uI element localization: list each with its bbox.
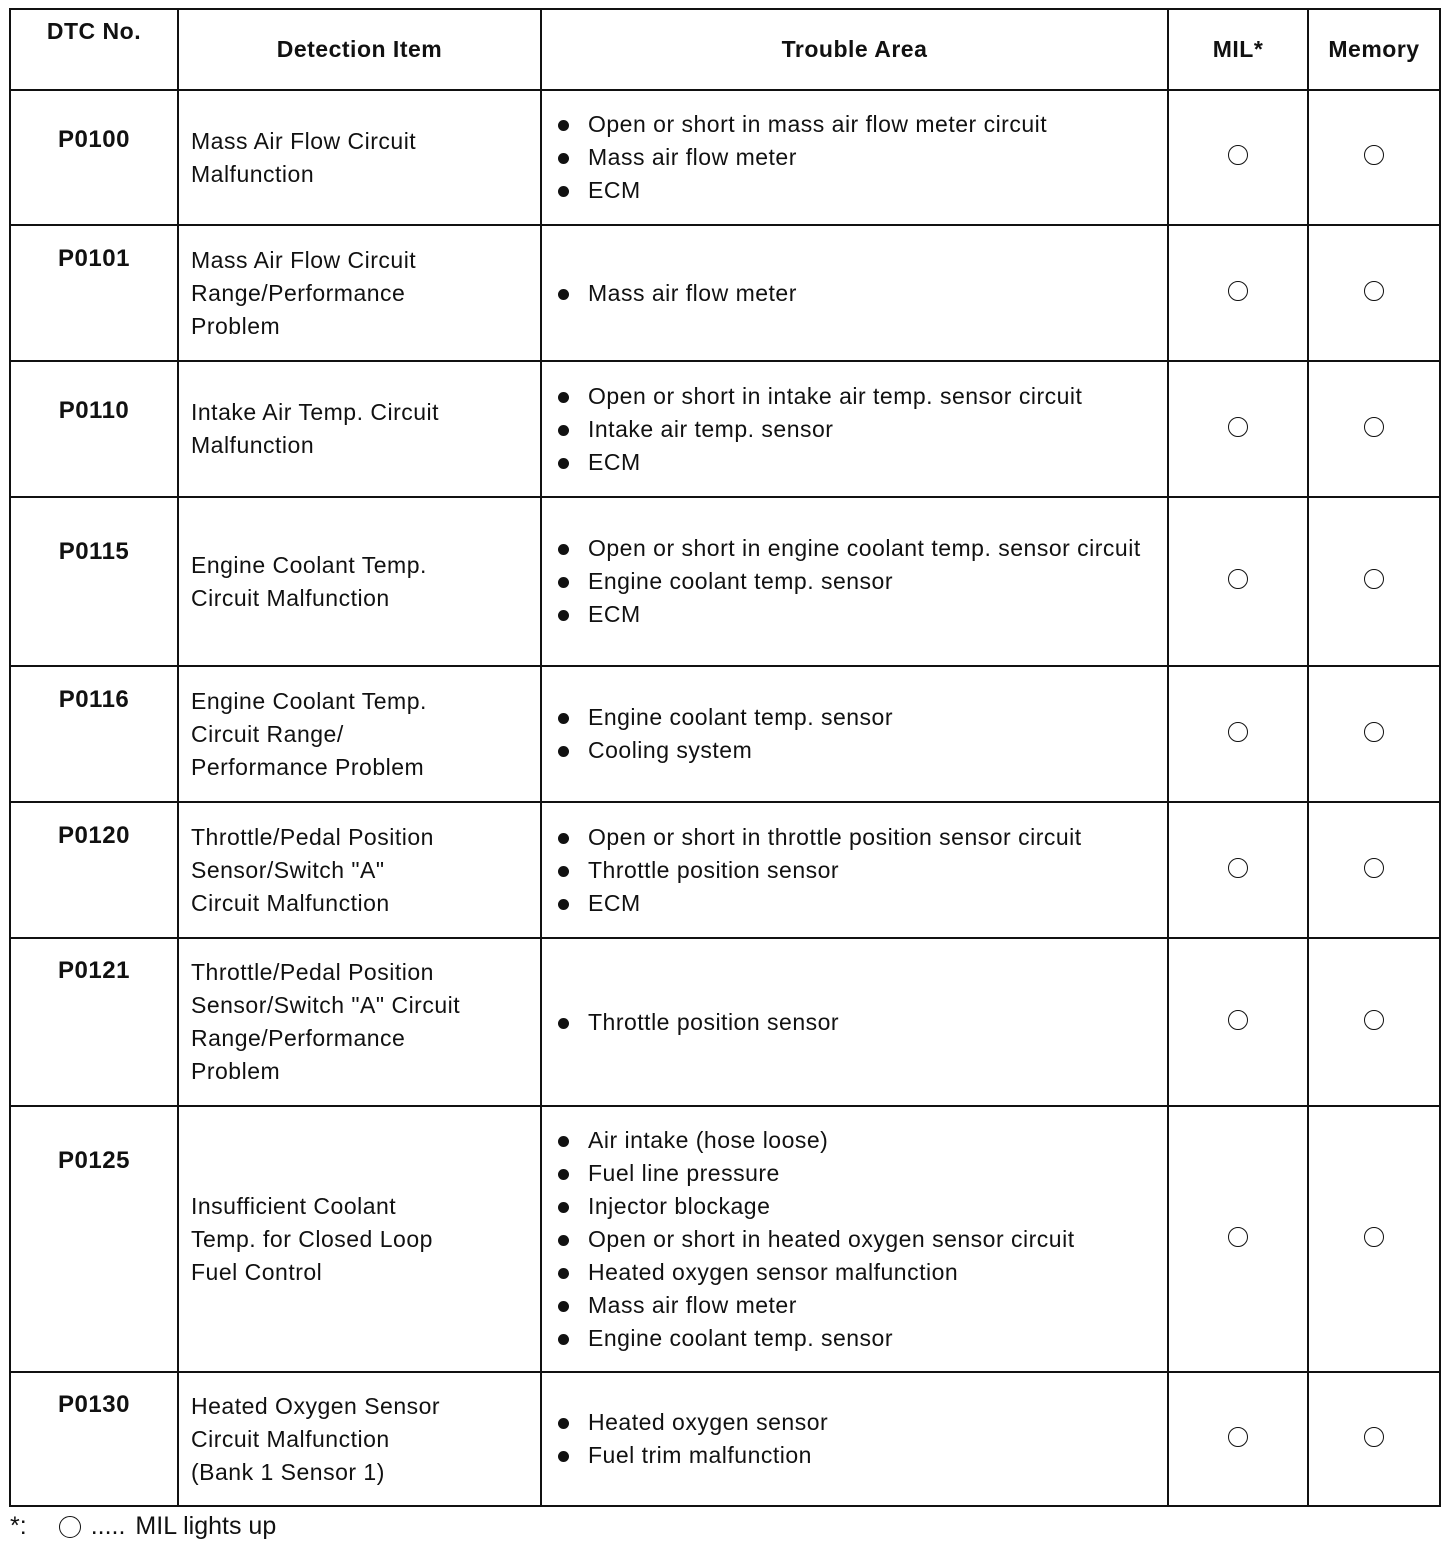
trouble-item: Mass air flow meter (556, 1289, 1166, 1322)
mil-cell (1168, 666, 1308, 802)
circle-icon (1228, 858, 1248, 878)
trouble-item: Engine coolant temp. sensor (556, 565, 1166, 598)
detection-line: Performance Problem (191, 753, 425, 780)
detection-line: Circuit Malfunction (191, 889, 390, 916)
detection-item (178, 225, 541, 361)
detection-line: Mass Air Flow Circuit (191, 127, 417, 154)
trouble-item: Open or short in intake air temp. sensor circuit (556, 380, 1166, 413)
detection-line: Temp. for Closed Loop (191, 1225, 433, 1252)
dtc-code-text: P0121 (58, 957, 130, 984)
detection-line: Sensor/Switch "A" (191, 856, 385, 883)
trouble-item: Intake air temp. sensor (556, 413, 1166, 446)
mil-cell (1168, 1372, 1308, 1506)
detection-line: Problem (191, 312, 281, 339)
trouble-item: Throttle position sensor (556, 1006, 1166, 1039)
memory-cell (1308, 1106, 1440, 1372)
mil-cell (1168, 90, 1308, 225)
detection-line: Circuit Malfunction (191, 584, 390, 611)
trouble-item: Mass air flow meter (556, 277, 1166, 310)
table-row (10, 1372, 1440, 1506)
dtc-code (10, 802, 178, 938)
trouble-item: Open or short in throttle position sensor circuit (556, 821, 1166, 854)
table-row (10, 802, 1440, 938)
trouble-area (541, 1106, 1168, 1372)
trouble-item: Engine coolant temp. sensor (556, 1322, 1166, 1355)
detection-line: Throttle/Pedal Position (191, 823, 434, 850)
dtc-code (10, 361, 178, 497)
dtc-code-text: P0125 (58, 1147, 130, 1174)
memory-cell (1308, 938, 1440, 1106)
circle-icon (1228, 281, 1248, 301)
trouble-area (541, 361, 1168, 497)
detection-line: Fuel Control (191, 1258, 323, 1285)
trouble-item: ECM (556, 174, 1166, 207)
detection-line: Insufficient Coolant (191, 1192, 397, 1219)
dtc-code (10, 666, 178, 802)
table-row (10, 361, 1440, 497)
header-trouble: Trouble Area (541, 9, 1168, 90)
detection-item (178, 361, 541, 497)
detection-line: Heated Oxygen Sensor (191, 1392, 441, 1419)
memory-cell (1308, 225, 1440, 361)
trouble-item: Air intake (hose loose) (556, 1124, 1166, 1157)
detection-item (178, 666, 541, 802)
table-body (10, 90, 1440, 1506)
footnote-dots: ..... (90, 1512, 126, 1540)
detection-item (178, 938, 541, 1106)
trouble-item: Open or short in engine coolant temp. sensor circuit (556, 532, 1166, 565)
mil-cell (1168, 938, 1308, 1106)
trouble-item: Mass air flow meter (556, 141, 1166, 174)
circle-icon (1228, 1427, 1248, 1447)
dtc-code-text: P0130 (58, 1391, 130, 1418)
detection-line: Engine Coolant Temp. (191, 687, 427, 714)
memory-cell (1308, 361, 1440, 497)
mil-cell (1168, 497, 1308, 666)
detection-item (178, 802, 541, 938)
detection-line: Engine Coolant Temp. (191, 551, 427, 578)
circle-icon (1364, 1427, 1384, 1447)
circle-icon (1228, 722, 1248, 742)
trouble-area (541, 802, 1168, 938)
detection-line: Mass Air Flow Circuit (191, 246, 417, 273)
circle-icon (1364, 145, 1384, 165)
dtc-code-text: P0110 (58, 397, 130, 424)
detection-line: Intake Air Temp. Circuit (191, 399, 440, 425)
circle-icon (1364, 1010, 1384, 1030)
dtc-code (10, 1372, 178, 1506)
trouble-item: Open or short in mass air flow meter circuit (556, 108, 1166, 141)
memory-cell (1308, 1372, 1440, 1506)
circle-icon (1364, 858, 1384, 878)
dtc-code (10, 225, 178, 361)
trouble-item: Fuel line pressure (556, 1157, 1166, 1190)
circle-icon (1364, 1227, 1384, 1247)
trouble-item: Fuel trim malfunction (556, 1439, 1166, 1472)
footnote (10, 1512, 276, 1541)
circle-icon (1364, 569, 1384, 589)
dtc-code (10, 90, 178, 225)
table-row (10, 497, 1440, 666)
table-row (10, 938, 1440, 1106)
header-detection: Detection Item (178, 9, 541, 90)
dtc-code-text: P0101 (58, 245, 130, 272)
circle-icon (1228, 145, 1248, 165)
detection-line: Malfunction (191, 160, 315, 187)
mil-cell (1168, 1106, 1308, 1372)
circle-icon (1364, 281, 1384, 301)
dtc-code (10, 497, 178, 666)
detection-item (178, 1372, 541, 1506)
trouble-item: Heated oxygen sensor (556, 1406, 1166, 1439)
trouble-item: Engine coolant temp. sensor (556, 701, 1166, 734)
trouble-item: ECM (556, 598, 1166, 631)
mil-cell (1168, 361, 1308, 497)
dtc-code (10, 1106, 178, 1372)
dtc-code-text: P0100 (58, 126, 130, 153)
footnote-marker: *: (10, 1512, 27, 1540)
trouble-area (541, 90, 1168, 225)
detection-line: Range/Performance (191, 1025, 406, 1051)
dtc-table (9, 8, 1441, 1507)
circle-icon (1228, 417, 1248, 437)
circle-icon (59, 1516, 81, 1538)
header-row (10, 9, 1440, 90)
dtc-code-text: P0120 (58, 822, 130, 849)
table-row (10, 225, 1440, 361)
table-row (10, 1106, 1440, 1372)
trouble-area (541, 666, 1168, 802)
detection-line: Throttle/Pedal Position (191, 959, 434, 985)
circle-icon (1364, 417, 1384, 437)
detection-line: Malfunction (191, 432, 315, 458)
circle-icon (1228, 1010, 1248, 1030)
table-row (10, 90, 1440, 225)
detection-line: Range/Performance (191, 279, 406, 306)
detection-line: Circuit Range/ (191, 720, 344, 747)
detection-item (178, 90, 541, 225)
dtc-code-text: P0115 (58, 538, 130, 565)
table-row (10, 666, 1440, 802)
memory-cell (1308, 497, 1440, 666)
detection-line: Sensor/Switch "A" Circuit (191, 992, 461, 1018)
trouble-item: Injector blockage (556, 1190, 1166, 1223)
memory-cell (1308, 802, 1440, 938)
trouble-item: Open or short in heated oxygen sensor circuit (556, 1223, 1166, 1256)
memory-cell (1308, 90, 1440, 225)
mil-cell (1168, 225, 1308, 361)
trouble-area (541, 938, 1168, 1106)
mil-cell (1168, 802, 1308, 938)
footnote-text: MIL lights up (135, 1512, 277, 1540)
trouble-area (541, 225, 1168, 361)
detection-line: Problem (191, 1058, 281, 1084)
dtc-code (10, 938, 178, 1106)
trouble-area (541, 1372, 1168, 1506)
circle-icon (1228, 1227, 1248, 1247)
trouble-item: ECM (556, 887, 1166, 920)
trouble-item: Throttle position sensor (556, 854, 1166, 887)
memory-cell (1308, 666, 1440, 802)
detection-line: Circuit Malfunction (191, 1425, 390, 1452)
dtc-code-text: P0116 (58, 686, 130, 713)
circle-icon (1364, 722, 1384, 742)
detection-item (178, 1106, 541, 1372)
trouble-item: ECM (556, 446, 1166, 479)
header-memory: Memory (1308, 9, 1440, 90)
trouble-item: Heated oxygen sensor malfunction (556, 1256, 1166, 1289)
circle-icon (1228, 569, 1248, 589)
trouble-item: Cooling system (556, 734, 1166, 767)
trouble-area (541, 497, 1168, 666)
header-mil: MIL* (1168, 9, 1308, 90)
detection-item (178, 497, 541, 666)
header-dtc: DTC No. (10, 9, 178, 90)
detection-line: (Bank 1 Sensor 1) (191, 1458, 385, 1485)
